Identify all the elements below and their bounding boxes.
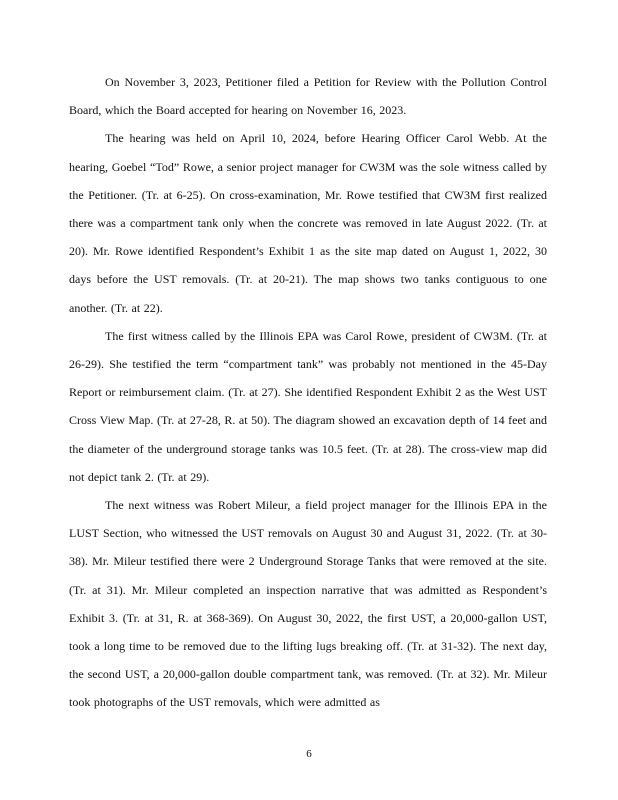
- paragraph-next-witness: The next witness was Robert Mileur, a field project manager for the Illinois EPA in the LUST Section, who witnessed the UST removals on August 30 and August 31, 2022. (Tr. at 30-38). Mr. Mileur testified there were 2 Underground Storage Tanks that were removed at the site. (Tr. at 31). Mr. Mileur completed an inspection narrative that was admitted as Respondent’s Exhibit 3. (Tr. at 31, R. at 368-369). On August 30, 2022, the first UST, a 20,000-gallon UST, took a long time to be removed due to the lifting lugs breaking off. (Tr. at 31-32). The next day, the second UST, a 20,000-gallon double compartment tank, was removed. (Tr. at 32). Mr. Mileur took photographs of the UST removals, which were admitted as: [69, 498, 547, 710]
- page-number: 6: [306, 748, 312, 760]
- paragraph-petition-filing: On November 3, 2023, Petitioner filed a Petition for Review with the Pollution Control Board, which the Board accepted for hearing on November 16, 2023.: [69, 75, 547, 118]
- paragraph-first-epa-witness: The first witness called by the Illinois EPA was Carol Rowe, president of CW3M. (Tr. at 26-29). She testified the term “compartment tank” was probably not mentioned in the 45-Day Report or reimbursement claim. (Tr. at 27). She identified Respondent Exhibit 2 as the West UST Cross View Map. (Tr. at 27-28, R. at 50). The diagram showed an excavation depth of 14 feet and the diameter of the underground storage tanks was 10.5 feet. (Tr. at 28). The cross-view map did not depict tank 2. (Tr. at 29).: [69, 328, 547, 484]
- paragraph-hearing: The hearing was held on April 10, 2024, before Hearing Officer Carol Webb. At the hearing, Goebel “Tod” Rowe, a senior project manager for CW3M was the sole witness called by the Petitioner. (Tr. at 6-25). On cross-examination, Mr. Rowe testified that CW3M first realized there was a compartment tank only when the concrete was removed in late August 2022. (Tr. at 20). Mr. Rowe identified Respondent’s Exhibit 1 as the site map dated on August 1, 2022, 30 days before the UST removals. (Tr. at 20-21). The map shows two tanks contiguous to one another. (Tr. at 22).: [69, 131, 547, 315]
- document-body: [69, 68, 547, 717]
